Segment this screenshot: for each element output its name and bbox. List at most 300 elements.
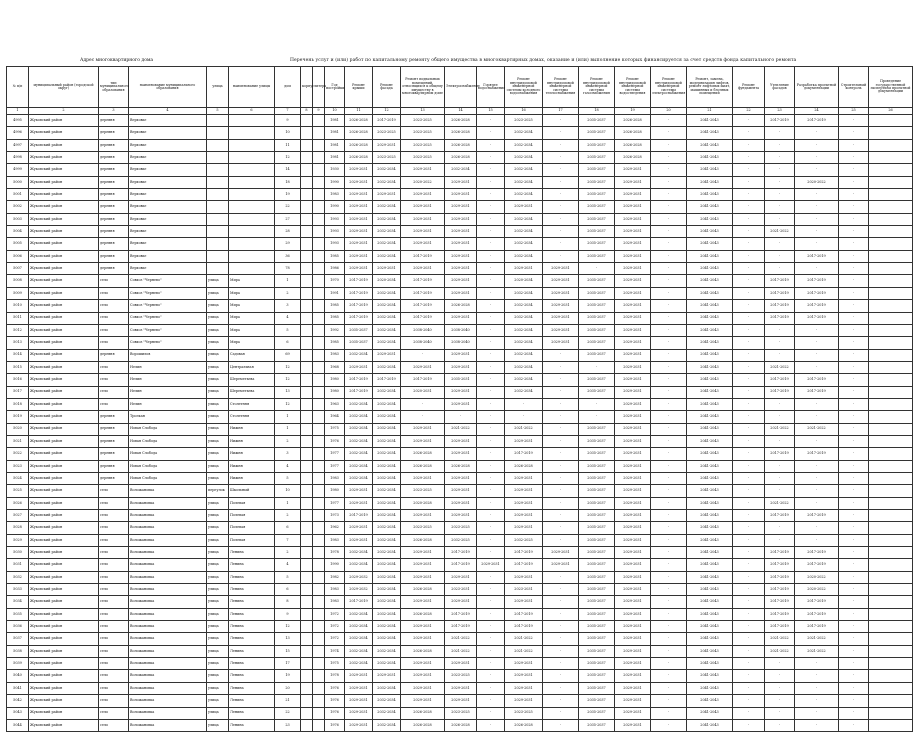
table-cell [301, 547, 313, 559]
table-cell: - [543, 164, 579, 176]
table-cell: Верховье [129, 176, 207, 188]
table-cell: Садовая [229, 349, 275, 361]
table-cell: село [99, 361, 129, 373]
table-cell: - [795, 127, 839, 139]
table-cell: 1 [275, 423, 301, 435]
table-cell: 2032-2034 [373, 707, 401, 719]
table-cell: 1 [275, 411, 301, 423]
table-cell: Жуковский район [29, 485, 99, 497]
table-cell [301, 349, 313, 361]
table-cell: 2035-2037 [579, 633, 615, 645]
table-row [7, 448, 913, 460]
table-cell: 2029-2031 [345, 695, 373, 707]
table-cell: 2023-2031 [505, 584, 543, 596]
table-cell: 2035-2037 [579, 645, 615, 657]
table-cell: 2017-2019 [505, 559, 543, 571]
table-cell: Жуковский район [29, 596, 99, 608]
table-row [7, 201, 913, 213]
table-cell: 5031 [7, 559, 29, 571]
table-cell: - [765, 324, 795, 336]
table-cell [313, 485, 325, 497]
table-cell: 5029 [7, 534, 29, 546]
table-cell: - [651, 189, 687, 201]
table-cell: 2029-2031 [401, 596, 445, 608]
table-cell: 2035-2037 [579, 497, 615, 509]
table-cell [869, 497, 913, 509]
table-cell: 2035-2037 [579, 324, 615, 336]
table-cell [301, 658, 313, 670]
table-row [7, 423, 913, 435]
table-cell [301, 250, 313, 262]
table-cell: 8 [275, 596, 301, 608]
table-cell: 2041-2043 [687, 115, 733, 127]
table-cell: Воложановка [129, 608, 207, 620]
table-cell: 2032-2034 [505, 226, 543, 238]
table-cell: 2021-2022 [765, 645, 795, 657]
table-cell: - [543, 398, 579, 410]
table-cell: 2032-2034 [345, 349, 373, 361]
table-cell: 2029-2031 [543, 337, 579, 349]
table-cell: 5030 [7, 547, 29, 559]
table-cell: 1976 [325, 707, 345, 719]
table-cell: 6 [275, 337, 301, 349]
table-cell: - [839, 176, 869, 188]
table-cell: 2026-2028 [401, 608, 445, 620]
table-cell: - [733, 312, 765, 324]
table-cell: - [477, 510, 505, 522]
table-cell: 2017-2019 [765, 374, 795, 386]
table-row [7, 584, 913, 596]
table-cell: 17 [275, 658, 301, 670]
table-cell: 2017-2019 [345, 386, 373, 398]
table-cell [869, 670, 913, 682]
table-cell: 10 [275, 127, 301, 139]
table-cell: - [543, 522, 579, 534]
table-cell [869, 287, 913, 299]
table-cell: деревня [99, 448, 129, 460]
table-cell: село [99, 707, 129, 719]
table-cell [301, 164, 313, 176]
column-header: наименование муниципального образования [129, 67, 207, 108]
table-cell [229, 263, 275, 275]
table-cell: село [99, 584, 129, 596]
table-cell: 29 [275, 238, 301, 250]
table-cell [301, 423, 313, 435]
table-row [7, 460, 913, 472]
table-cell [207, 164, 229, 176]
table-cell: 1990 [325, 176, 345, 188]
table-cell: улица [207, 608, 229, 620]
table-cell: - [477, 275, 505, 287]
table-cell: Новая Слобода [129, 435, 207, 447]
table-cell: 69 [275, 349, 301, 361]
table-cell: - [477, 596, 505, 608]
table-cell [869, 485, 913, 497]
table-cell: 1990 [325, 201, 345, 213]
table-cell: 2041-2043 [687, 349, 733, 361]
table-cell: 2035-2037 [579, 337, 615, 349]
column-index: 11 [345, 108, 373, 115]
table-cell: 2029-2031 [401, 670, 445, 682]
table-cell [313, 534, 325, 546]
table-cell: Верховье [129, 263, 207, 275]
table-cell: - [543, 238, 579, 250]
table-cell: 2017-2019 [345, 510, 373, 522]
table-cell: 2017-2019 [765, 386, 795, 398]
table-cell: 2023-2025 [401, 485, 445, 497]
table-cell: Жуковский район [29, 670, 99, 682]
table-cell: - [795, 337, 839, 349]
table-cell: Воложановка [129, 719, 207, 731]
table-cell: Нелин [129, 398, 207, 410]
table-cell: 2035-2037 [579, 719, 615, 731]
column-header: муниципальный район (городской округ) [29, 67, 99, 108]
table-cell [313, 361, 325, 373]
table-row [7, 435, 913, 447]
table-cell: 2029-2031 [445, 263, 477, 275]
table-cell [869, 547, 913, 559]
table-cell: - [477, 608, 505, 620]
table-cell: 2029-2031 [445, 682, 477, 694]
table-cell: Воложановка [129, 547, 207, 559]
table-cell: 2029-2031 [505, 522, 543, 534]
table-cell: 2029-2032 [345, 571, 373, 583]
table-cell: 2029-2031 [445, 238, 477, 250]
table-cell: 2026-2028 [345, 115, 373, 127]
table-cell: 2029-2031 [445, 287, 477, 299]
table-cell: 2029-2031 [543, 300, 579, 312]
table-cell: - [651, 547, 687, 559]
table-cell: 2029-2031 [615, 645, 651, 657]
table-cell: 2017-2019 [765, 115, 795, 127]
table-cell: 1981 [325, 139, 345, 151]
table-cell: Центральная [229, 361, 275, 373]
table-cell: 2029-2031 [615, 596, 651, 608]
table-cell: 2029-2031 [615, 670, 651, 682]
table-cell: - [839, 152, 869, 164]
table-cell: 5004 [7, 226, 29, 238]
table-cell: 2029-2031 [401, 263, 445, 275]
table-cell: 2029-2031 [401, 238, 445, 250]
table-cell: Совхоз "Чернево" [129, 312, 207, 324]
table-cell: - [839, 238, 869, 250]
table-cell: улица [207, 435, 229, 447]
table-cell: улица [207, 398, 229, 410]
table-cell: 18 [275, 176, 301, 188]
table-cell: 5007 [7, 263, 29, 275]
table-cell: 2035-2037 [345, 337, 373, 349]
table-cell: - [477, 127, 505, 139]
table-cell: - [839, 201, 869, 213]
table-cell: Жуковский район [29, 226, 99, 238]
table-cell [301, 263, 313, 275]
table-cell: улица [207, 510, 229, 522]
table-cell: 2032-2034 [345, 472, 373, 484]
table-cell: Жуковский район [29, 423, 99, 435]
table-cell [869, 164, 913, 176]
table-cell: 2032-2034 [373, 460, 401, 472]
table-cell: 2026-2028 [401, 707, 445, 719]
table-cell: 2032-2034 [373, 522, 401, 534]
table-cell: Ворошилов [129, 349, 207, 361]
table-cell: 5020 [7, 423, 29, 435]
table-cell: - [543, 707, 579, 719]
table-cell: 2041-2043 [687, 213, 733, 225]
table-cell: улица [207, 275, 229, 287]
table-cell: 2017-2019 [795, 312, 839, 324]
table-cell: Жуковский район [29, 534, 99, 546]
table-cell: 2029-2031 [615, 176, 651, 188]
table-cell: - [765, 213, 795, 225]
table-cell: 2032-2034 [373, 176, 401, 188]
table-cell: 2032-2034 [345, 608, 373, 620]
table-cell: 2032-2034 [345, 645, 373, 657]
table-cell [869, 534, 913, 546]
table-cell: 2032-2034 [505, 152, 543, 164]
table-cell: - [839, 349, 869, 361]
table-cell: 2032-2034 [373, 435, 401, 447]
table-cell: 2017-2019 [505, 448, 543, 460]
table-cell: - [795, 534, 839, 546]
column-header: Ремонт фундамента [733, 67, 765, 108]
table-cell: 2017-2019 [765, 621, 795, 633]
table-cell: 2041-2043 [687, 423, 733, 435]
table-cell: 2032-2034 [345, 460, 373, 472]
table-cell: 2035-2037 [579, 201, 615, 213]
table-cell: 1990 [325, 559, 345, 571]
table-cell: Верховье [129, 250, 207, 262]
table-row [7, 633, 913, 645]
table-cell: - [765, 139, 795, 151]
table-cell: 2029-2031 [543, 287, 579, 299]
table-cell [869, 201, 913, 213]
table-cell: - [795, 263, 839, 275]
table-cell: 2032-2034 [505, 176, 543, 188]
column-header: № п/п [7, 67, 29, 108]
table-cell: село [99, 633, 129, 645]
table-cell: - [795, 719, 839, 731]
table-cell: 2032-2034 [345, 559, 373, 571]
table-cell [301, 213, 313, 225]
table-cell: - [543, 189, 579, 201]
table-row [7, 472, 913, 484]
table-cell [869, 682, 913, 694]
table-cell: 2017-2019 [505, 621, 543, 633]
table-cell [301, 522, 313, 534]
table-cell [313, 571, 325, 583]
column-header: Год постройки [325, 67, 345, 108]
table-cell: 5021 [7, 435, 29, 447]
table-cell: Совхоз "Чернево" [129, 275, 207, 287]
table-cell: - [839, 695, 869, 707]
table-cell: Верховье [129, 115, 207, 127]
column-header: Ремонт внутридомовой инженерной системы холодного водоснабжения [505, 67, 543, 108]
table-cell: 2041-2043 [687, 398, 733, 410]
table-cell: - [839, 460, 869, 472]
table-cell: 2021-2022 [795, 633, 839, 645]
table-cell: 2032-2034 [373, 386, 401, 398]
table-cell: 2029-2031 [543, 263, 579, 275]
table-cell: - [765, 164, 795, 176]
table-cell: улица [207, 361, 229, 373]
table-cell: улица [207, 658, 229, 670]
table-cell: 2032-2034 [373, 547, 401, 559]
table-cell: село [99, 682, 129, 694]
table-cell: улица [207, 386, 229, 398]
table-cell: - [839, 497, 869, 509]
table-cell: Ленина [229, 670, 275, 682]
table-cell: деревня [99, 152, 129, 164]
table-cell: - [795, 472, 839, 484]
column-index: 13 [401, 108, 445, 115]
table-row [7, 213, 913, 225]
table-cell: - [795, 522, 839, 534]
table-cell: Ленина [229, 707, 275, 719]
table-cell: - [733, 621, 765, 633]
table-cell: Жуковский район [29, 164, 99, 176]
column-index: 24 [795, 108, 839, 115]
table-cell [869, 374, 913, 386]
table-cell: 2026-2028 [615, 139, 651, 151]
table-cell: 2017-2019 [795, 300, 839, 312]
table-cell: 2032-2034 [373, 584, 401, 596]
table-cell [313, 584, 325, 596]
table-cell: 2029-2031 [445, 201, 477, 213]
table-cell: село [99, 658, 129, 670]
table-cell: 2029-2031 [445, 226, 477, 238]
table-cell [313, 226, 325, 238]
column-header: Ремонт внутридомовой инженерной системы газоснабжения [579, 67, 615, 108]
table-cell: 2029-2031 [615, 361, 651, 373]
table-cell: Мира [229, 337, 275, 349]
table-cell: 2029-2031 [445, 189, 477, 201]
table-cell: - [839, 115, 869, 127]
table-cell: 1985 [325, 337, 345, 349]
column-index: 23 [765, 108, 795, 115]
table-cell: 2021-2022 [505, 423, 543, 435]
table-cell: село [99, 324, 129, 336]
table-cell: улица [207, 707, 229, 719]
table-cell: 2023-2025 [373, 152, 401, 164]
table-cell: 2017-2019 [765, 275, 795, 287]
table-cell: 4 [275, 312, 301, 324]
table-cell: - [651, 361, 687, 373]
table-cell: 5035 [7, 608, 29, 620]
table-cell: - [477, 460, 505, 472]
table-cell: 1991 [325, 287, 345, 299]
column-header: улица [207, 67, 229, 108]
table-cell: 2032-2034 [373, 571, 401, 583]
table-cell: - [765, 534, 795, 546]
table-cell: 2026-2028 [445, 300, 477, 312]
table-cell [869, 584, 913, 596]
table-cell: 2032-2034 [373, 423, 401, 435]
table-cell: - [733, 559, 765, 571]
table-cell: 2029-2031 [505, 695, 543, 707]
column-header: дом [275, 67, 301, 108]
table-cell: - [477, 312, 505, 324]
table-cell: 2038-2040 [401, 337, 445, 349]
table-cell [301, 411, 313, 423]
table-cell [869, 522, 913, 534]
table-cell: Воложановка [129, 485, 207, 497]
table-cell: 2026-2028 [445, 127, 477, 139]
table-cell: Троекан [129, 411, 207, 423]
table-cell: 2020-2034 [373, 275, 401, 287]
table-cell [301, 707, 313, 719]
table-cell: - [651, 658, 687, 670]
table-cell: 2023-2025 [401, 152, 445, 164]
table-cell: - [651, 596, 687, 608]
table-cell: - [543, 213, 579, 225]
table-cell: 2029-2031 [615, 189, 651, 201]
table-cell: - [651, 608, 687, 620]
table-cell: деревня [99, 411, 129, 423]
table-cell: деревня [99, 349, 129, 361]
table-cell: 2041-2043 [687, 682, 733, 694]
table-cell: 2026-2028 [401, 584, 445, 596]
table-cell: 10 [275, 485, 301, 497]
table-cell [301, 719, 313, 731]
table-cell: 2035-2037 [579, 300, 615, 312]
table-cell: Жуковский район [29, 361, 99, 373]
table-cell: 5016 [7, 374, 29, 386]
table-cell: 11 [275, 139, 301, 151]
table-cell: 2029-2031 [401, 695, 445, 707]
table-cell: - [543, 386, 579, 398]
table-cell: 2041-2043 [687, 300, 733, 312]
table-cell: 2029-2031 [615, 287, 651, 299]
table-cell [869, 719, 913, 731]
table-cell: улица [207, 571, 229, 583]
table-cell: 2023-2025 [401, 127, 445, 139]
table-cell: 2029-2031 [401, 423, 445, 435]
table-cell [301, 448, 313, 460]
table-cell: 5033 [7, 584, 29, 596]
table-cell: Жуковский район [29, 139, 99, 151]
table-cell [301, 312, 313, 324]
table-cell: село [99, 645, 129, 657]
table-cell: 2017-2019 [345, 312, 373, 324]
table-cell: улица [207, 349, 229, 361]
table-cell: 2021-2022 [445, 633, 477, 645]
table-cell: 2035-2037 [579, 658, 615, 670]
table-cell: 2029-2031 [445, 485, 477, 497]
table-cell: - [839, 658, 869, 670]
table-cell: 1985 [325, 250, 345, 262]
table-cell [229, 250, 275, 262]
table-cell: село [99, 300, 129, 312]
table-cell [207, 115, 229, 127]
table-cell: улица [207, 584, 229, 596]
table-cell [313, 238, 325, 250]
table-cell [869, 139, 913, 151]
table-cell: 2029-2031 [615, 300, 651, 312]
table-cell: 5 [275, 571, 301, 583]
table-cell: Воложановка [129, 584, 207, 596]
table-cell: - [733, 337, 765, 349]
table-cell: Воложановка [129, 522, 207, 534]
table-cell [313, 250, 325, 262]
table-cell: 2029-2031 [615, 386, 651, 398]
table-cell: Воложановка [129, 633, 207, 645]
table-cell [869, 608, 913, 620]
table-cell: улица [207, 559, 229, 571]
table-cell: 1980 [325, 485, 345, 497]
table-cell: улица [207, 719, 229, 731]
table-cell: деревня [99, 139, 129, 151]
table-cell: - [477, 361, 505, 373]
